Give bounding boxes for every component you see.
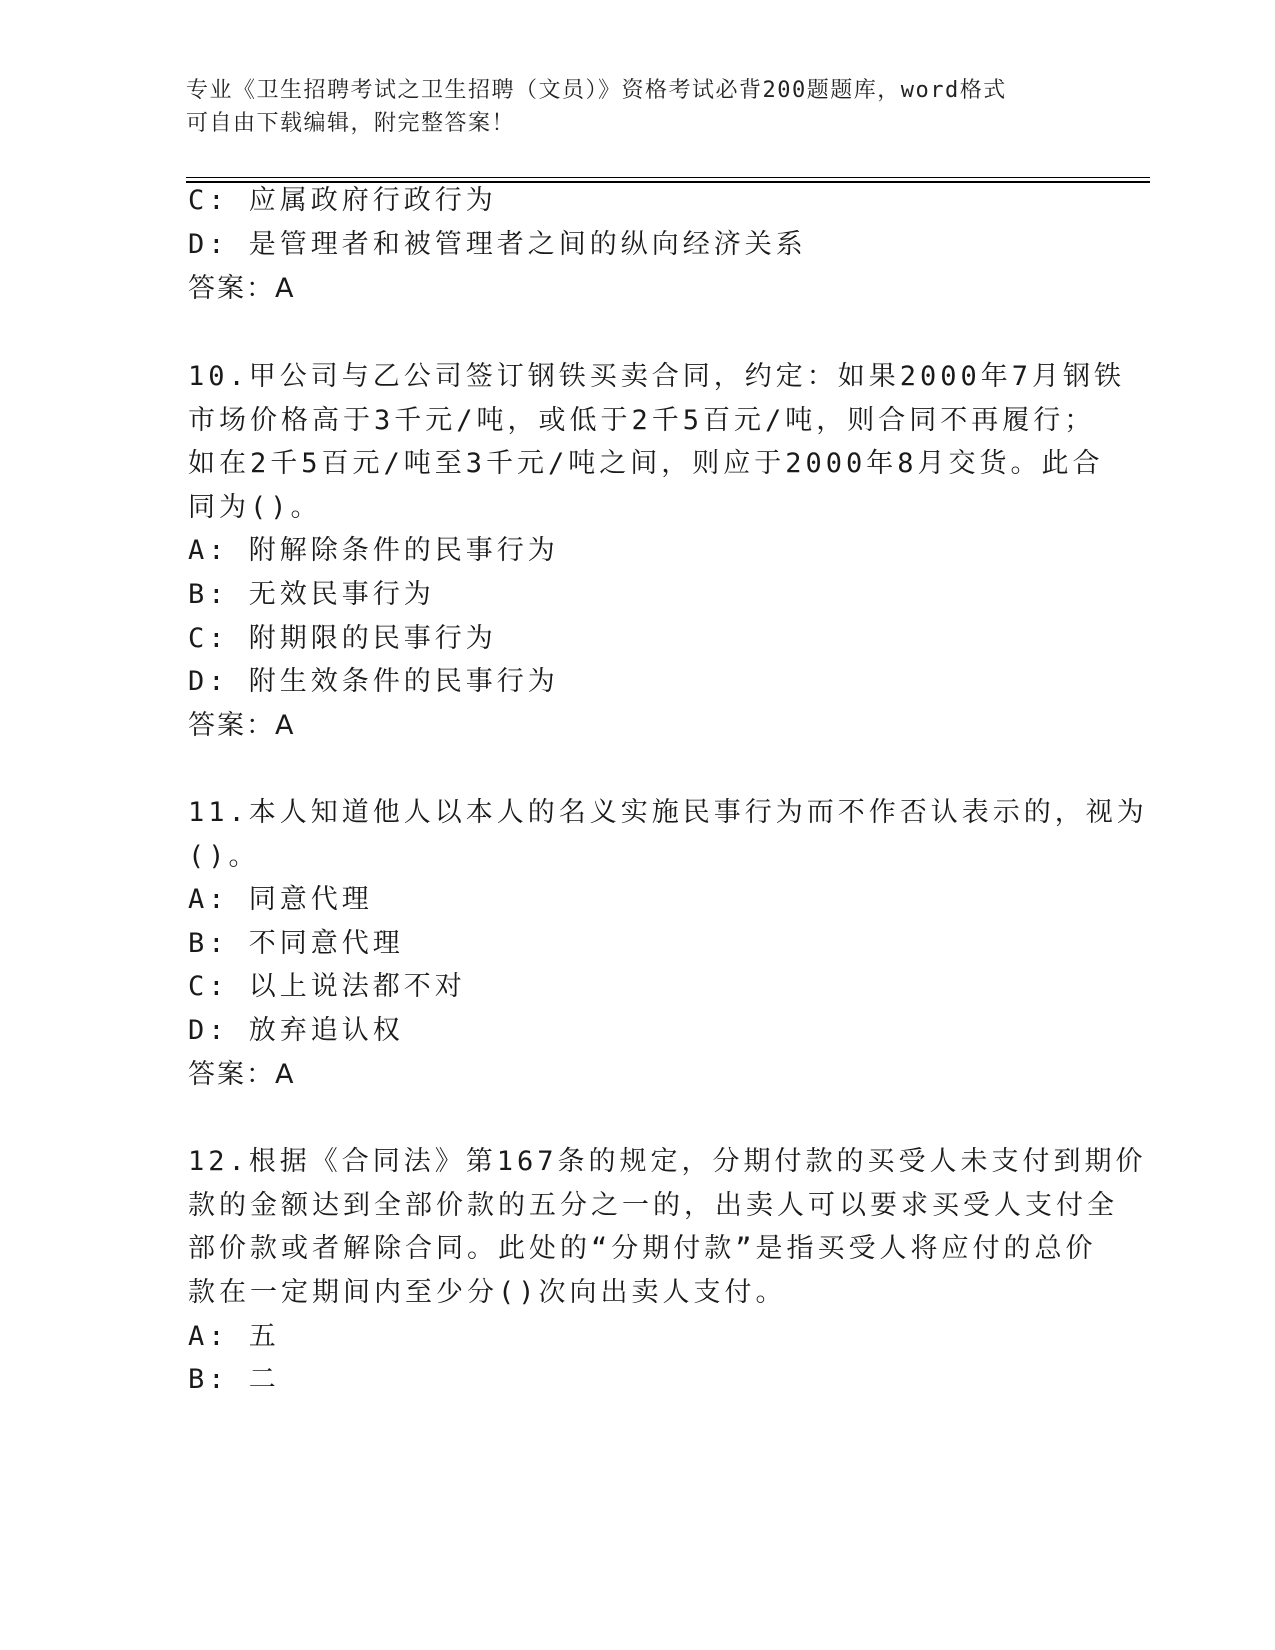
header-title-line2: 可自由下载编辑，附完整答案！ xyxy=(186,111,516,136)
q12-option-b: B: 二 xyxy=(188,1364,280,1395)
q10-option-b: B: 无效民事行为 xyxy=(188,579,435,610)
q12-stem-line4: 款在一定期间内至少分()次向出卖人支付。 xyxy=(188,1277,787,1308)
q10-stem-line3: 如在2千5百元/吨至3千元/吨之间，则应于2000年8月交货。此合 xyxy=(188,448,1104,479)
q10-option-d: D: 附生效条件的民事行为 xyxy=(188,666,559,697)
q11-option-b: B: 不同意代理 xyxy=(188,928,404,959)
header-divider xyxy=(186,177,1150,183)
q9-option-c: C: 应属政府行政行为 xyxy=(188,185,497,216)
q9-option-d: D: 是管理者和被管理者之间的纵向经济关系 xyxy=(188,229,807,260)
q10-option-a: A: 附解除条件的民事行为 xyxy=(188,535,559,566)
q11-answer: 答案：A xyxy=(188,1059,296,1090)
q10-answer: 答案：A xyxy=(188,710,296,741)
q10-option-c: C: 附期限的民事行为 xyxy=(188,623,497,654)
q11-option-d: D: 放弃追认权 xyxy=(188,1015,404,1046)
q11-option-a: A: 同意代理 xyxy=(188,884,373,915)
q11-option-c: C: 以上说法都不对 xyxy=(188,971,466,1002)
page-header xyxy=(186,74,1086,140)
q10-stem-line4: 同为()。 xyxy=(188,492,322,523)
q12-stem-line2: 款的金额达到全部价款的五分之一的，出卖人可以要求买受人支付全 xyxy=(188,1190,1118,1221)
q10-stem-line2: 市场价格高于3千元/吨，或低于2千5百元/吨，则合同不再履行； xyxy=(188,405,1096,436)
q12-option-a: A: 五 xyxy=(188,1321,280,1352)
q12-stem-line3: 部价款或者解除合同。此处的“分期付款”是指买受人将应付的总价 xyxy=(188,1233,1097,1264)
header-title-line1: 专业《卫生招聘考试之卫生招聘（文员）》资格考试必背200题题库，word格式 xyxy=(186,78,1007,103)
q9-answer: 答案：A xyxy=(188,273,296,304)
q12-stem-line1: 12.根据《合同法》第167条的规定，分期付款的买受人未支付到期价 xyxy=(188,1146,1147,1177)
q11-stem-line1: 11.本人知道他人以本人的名义实施民事行为而不作否认表示的，视为 xyxy=(188,797,1148,828)
q11-stem-line2: ()。 xyxy=(188,841,260,872)
q10-stem-line1: 10.甲公司与乙公司签订钢铁买卖合同，约定：如果2000年7月钢铁 xyxy=(188,361,1126,392)
